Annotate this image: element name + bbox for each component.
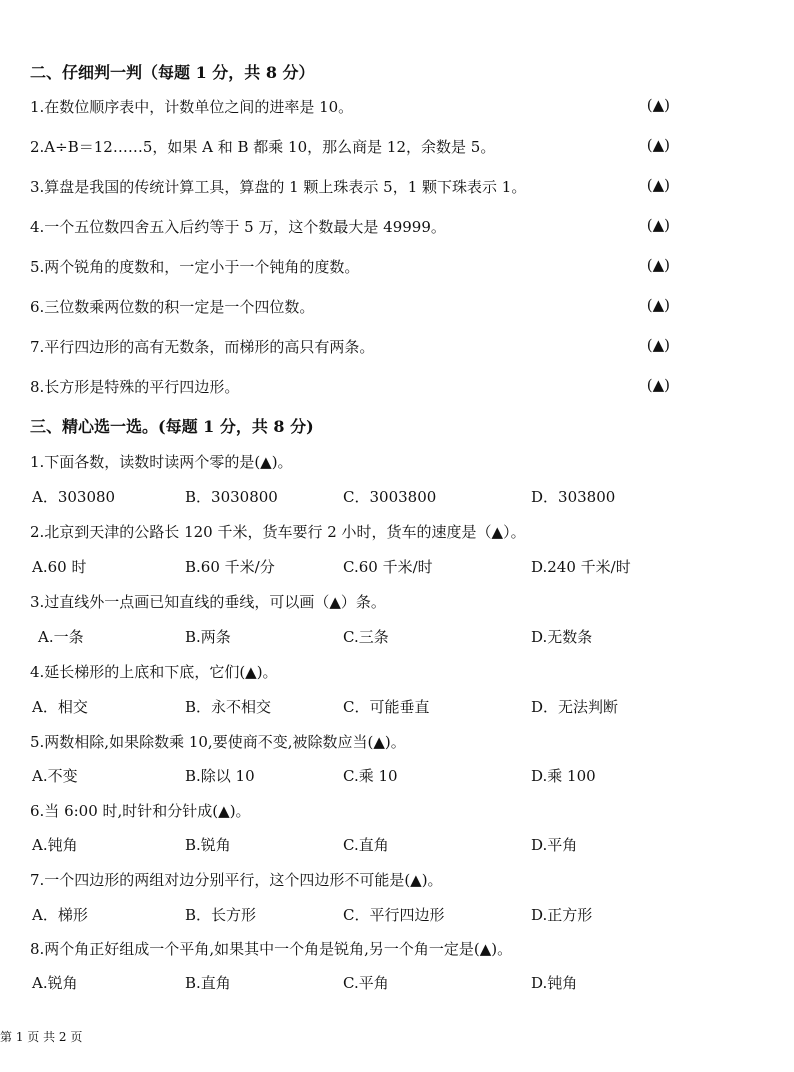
option-b: B．3030800 [185, 488, 278, 506]
option-b: B.直角 [185, 974, 231, 992]
true-false-question: 8.长方形是特殊的平行四边形。 [30, 378, 240, 396]
option-a: A.钝角 [32, 836, 78, 854]
answer-mark: (▲) [646, 96, 670, 114]
choice-options-4 [0, 696, 794, 718]
choice-options-5 [0, 765, 794, 787]
true-false-question: 7.平行四边形的高有无数条，而梯形的高只有两条。 [30, 338, 375, 356]
true-false-item-7 [30, 336, 670, 358]
option-a: A.锐角 [32, 974, 78, 992]
true-false-question: 6.三位数乘两位数的积一定是一个四位数。 [30, 298, 315, 316]
choice-question-4: 4.延长梯形的上底和下底，它们(▲)。 [30, 663, 278, 681]
option-a: A.不变 [32, 767, 78, 785]
choice-options-1 [0, 486, 794, 508]
option-d: D.乘 100 [531, 767, 596, 785]
option-a: A．梯形 [32, 906, 88, 924]
choice-question-5: 5.两数相除,如果除数乘 10,要使商不变,被除数应当(▲)。 [30, 733, 406, 751]
option-b: B.锐角 [185, 836, 231, 854]
option-c: C．可能垂直 [343, 698, 430, 716]
true-false-question: 3.算盘是我国的传统计算工具，算盘的 1 颗上珠表示 5，1 颗下珠表示 1。 [30, 178, 527, 196]
option-d: D．无法判断 [531, 698, 619, 716]
option-d: D．303800 [531, 488, 616, 506]
answer-mark: (▲) [646, 256, 670, 274]
choice-question-3: 3.过直线外一点画已知直线的垂线，可以画（▲）条。 [30, 593, 386, 611]
true-false-question: 5.两个锐角的度数和，一定小于一个钝角的度数。 [30, 258, 360, 276]
true-false-item-8 [30, 376, 670, 398]
true-false-item-1 [30, 96, 670, 118]
choice-question-6: 6.当 6:00 时,时针和分针成(▲)。 [30, 802, 251, 820]
option-d: D.240 千米/时 [531, 558, 631, 576]
answer-mark: (▲) [646, 296, 670, 314]
true-false-question: 1.在数位顺序表中，计数单位之间的进率是 10。 [30, 98, 354, 116]
choice-options-6 [0, 834, 794, 856]
choice-options-7 [0, 904, 794, 926]
true-false-item-2 [30, 136, 670, 158]
option-c: C．平行四边形 [343, 906, 445, 924]
true-false-item-6 [30, 296, 670, 318]
option-b: B.两条 [185, 628, 231, 646]
option-c: C.平角 [343, 974, 389, 992]
choice-question-2: 2.北京到天津的公路长 120 千米，货车要行 2 小时，货车的速度是（▲）。 [30, 523, 526, 541]
section-2-heading: 二、仔细判一判（每题 1 分，共 8 分） [30, 63, 315, 82]
answer-mark: (▲) [646, 136, 670, 154]
option-a: A.一条 [38, 628, 84, 646]
true-false-question: 4.一个五位数四舍五入后约等于 5 万，这个数最大是 49999。 [30, 218, 446, 236]
option-c: C.三条 [343, 628, 389, 646]
true-false-item-3 [30, 176, 670, 198]
choice-question-7: 7.一个四边形的两组对边分别平行，这个四边形不可能是(▲)。 [30, 871, 443, 889]
choice-options-2 [0, 556, 794, 578]
choice-question-8: 8.两个角正好组成一个平角,如果其中一个角是锐角,另一个角一定是(▲)。 [30, 940, 513, 958]
answer-mark: (▲) [646, 216, 670, 234]
option-a: A．303080 [32, 488, 116, 506]
option-d: D.平角 [531, 836, 578, 854]
option-b: B．永不相交 [185, 698, 272, 716]
choice-question-1: 1.下面各数，读数时读两个零的是(▲)。 [30, 453, 293, 471]
option-a: A.60 时 [32, 558, 87, 576]
section-3-heading: 三、精心选一选。(每题 1 分，共 8 分) [30, 417, 314, 436]
option-d: D.无数条 [531, 628, 593, 646]
option-c: C．3003800 [343, 488, 437, 506]
page-number-footer: 第 1 页 共 2 页 [0, 1030, 83, 1044]
option-d: D.正方形 [531, 906, 593, 924]
option-b: B.除以 10 [185, 767, 255, 785]
true-false-question: 2.A÷B＝12……5，如果 A 和 B 都乘 10，那么商是 12，余数是 5。 [30, 138, 496, 156]
option-a: A．相交 [32, 698, 88, 716]
true-false-item-5 [30, 256, 670, 278]
option-d: D.钝角 [531, 974, 578, 992]
option-b: B.60 千米/分 [185, 558, 275, 576]
option-c: C.直角 [343, 836, 389, 854]
answer-mark: (▲) [646, 376, 670, 394]
option-c: C.乘 10 [343, 767, 398, 785]
choice-options-8 [0, 972, 794, 994]
choice-options-3 [0, 626, 794, 648]
answer-mark: (▲) [646, 336, 670, 354]
true-false-item-4 [30, 216, 670, 238]
option-b: B．长方形 [185, 906, 257, 924]
option-c: C.60 千米/时 [343, 558, 433, 576]
answer-mark: (▲) [646, 176, 670, 194]
